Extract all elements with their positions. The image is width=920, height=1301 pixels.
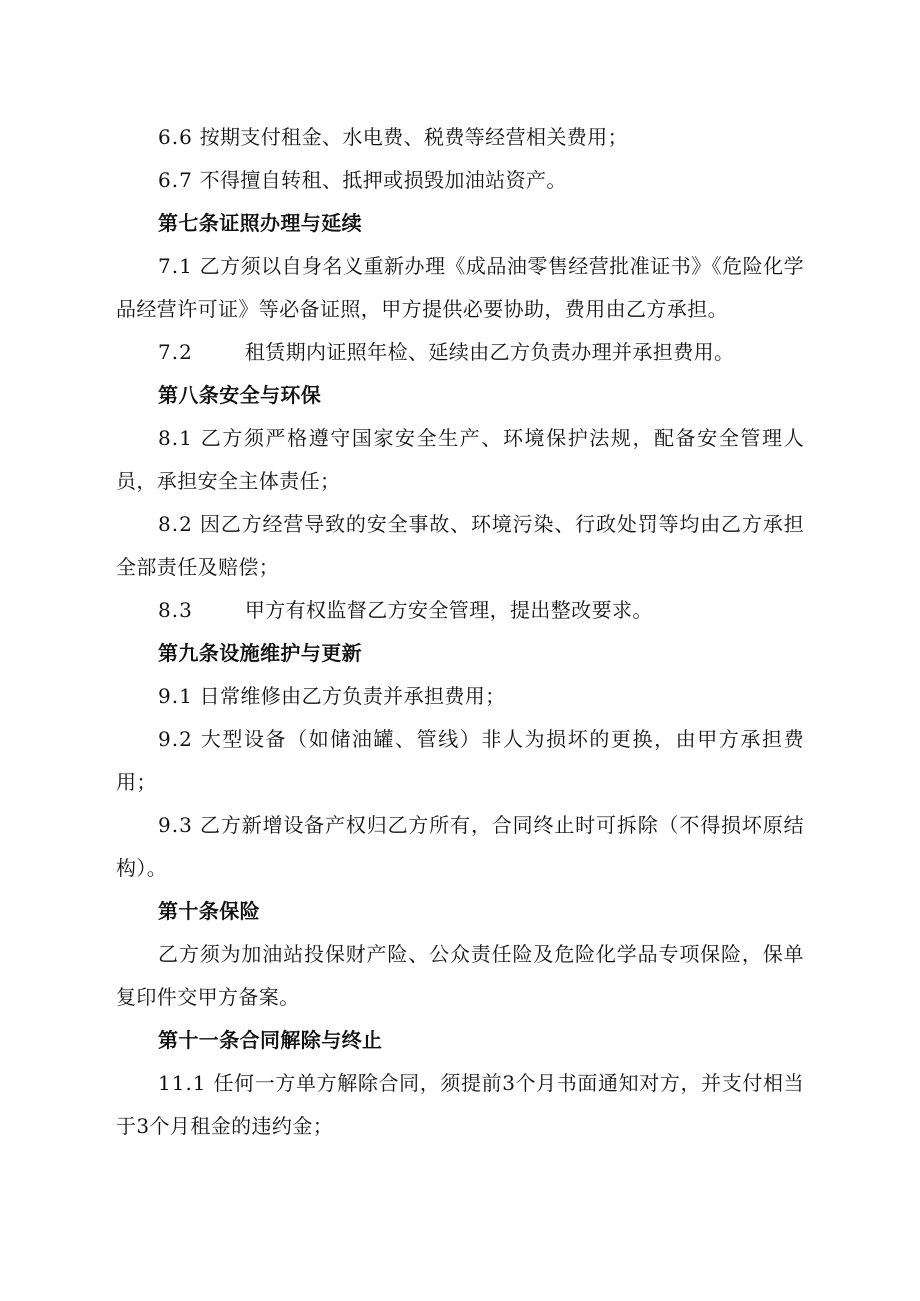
clause-number: 11.1 bbox=[158, 1071, 207, 1095]
clause-8-2 bbox=[116, 503, 804, 589]
clause-number: 6.7 bbox=[158, 168, 193, 192]
clause-text: 乙方须为加油站投保财产险、公众责任险及危险化学品专项保险，保单复印件交甲方备案。 bbox=[116, 942, 804, 1009]
clause-text: 甲方有权监督乙方安全管理，提出整改要求。 bbox=[244, 598, 653, 622]
clause-9-3 bbox=[116, 804, 804, 890]
clause-number: 8.2 bbox=[158, 512, 193, 536]
clause-text: 乙方新增设备产权归乙方所有，合同终止时可拆除（不得损坏原结构）。 bbox=[116, 813, 804, 880]
clause-text: 乙方须以自身名义重新办理《成品油零售经营批准证书》《危险化学品经营许可证》等必备证照，甲方提供必要协助，费用由乙方承担。 bbox=[116, 254, 804, 321]
clause-7-1 bbox=[116, 245, 804, 331]
clause-9-2 bbox=[116, 718, 804, 804]
clause-number: 7.1 bbox=[158, 254, 193, 278]
clause-number: 9.1 bbox=[158, 684, 193, 708]
clause-number: 8.3 bbox=[158, 598, 193, 622]
clause-text: 租赁期内证照年检、延续由乙方负责办理并承担费用。 bbox=[244, 340, 735, 364]
article-9-heading: 第九条设施维护与更新 bbox=[158, 641, 362, 665]
clause-11-1 bbox=[116, 1062, 804, 1148]
clause-number: 7.2 bbox=[158, 340, 193, 364]
clause-9-1 bbox=[116, 675, 804, 718]
clause-7-2 bbox=[116, 331, 804, 374]
clause-text: 乙方须严格遵守国家安全生产、环境保护法规，配备安全管理人员，承担安全主体责任； bbox=[116, 426, 804, 493]
article-11-heading: 第十一条合同解除与终止 bbox=[158, 1028, 383, 1052]
article-10-text bbox=[116, 933, 804, 1019]
clause-6-6 bbox=[116, 116, 804, 159]
clause-8-1 bbox=[116, 417, 804, 503]
clause-number: 8.1 bbox=[158, 426, 193, 450]
clause-text: 大型设备（如储油罐、管线）非人为损坏的更换，由甲方承担费用； bbox=[116, 727, 804, 794]
article-8-heading: 第八条安全与环保 bbox=[158, 383, 322, 407]
clause-text: 不得擅自转租、抵押或损毁加油站资产。 bbox=[199, 168, 567, 192]
clause-text: 按期支付租金、水电费、税费等经营相关费用； bbox=[199, 125, 628, 149]
clause-number: 6.6 bbox=[158, 125, 193, 149]
article-10-heading: 第十条保险 bbox=[158, 899, 260, 923]
clause-number: 9.2 bbox=[158, 727, 193, 751]
article-7-heading: 第七条证照办理与延续 bbox=[158, 211, 362, 235]
clause-number: 9.3 bbox=[158, 813, 193, 837]
clause-8-3 bbox=[116, 589, 804, 632]
clause-text: 因乙方经营导致的安全事故、环境污染、行政处罚等均由乙方承担全部责任及赔偿； bbox=[116, 512, 804, 579]
clause-text: 任何一方单方解除合同，须提前3个月书面通知对方，并支付相当于3个月租金的违约金； bbox=[116, 1071, 804, 1138]
document-body bbox=[116, 116, 804, 1148]
clause-6-7 bbox=[116, 159, 804, 202]
clause-text: 日常维修由乙方负责并承担费用； bbox=[199, 684, 506, 708]
